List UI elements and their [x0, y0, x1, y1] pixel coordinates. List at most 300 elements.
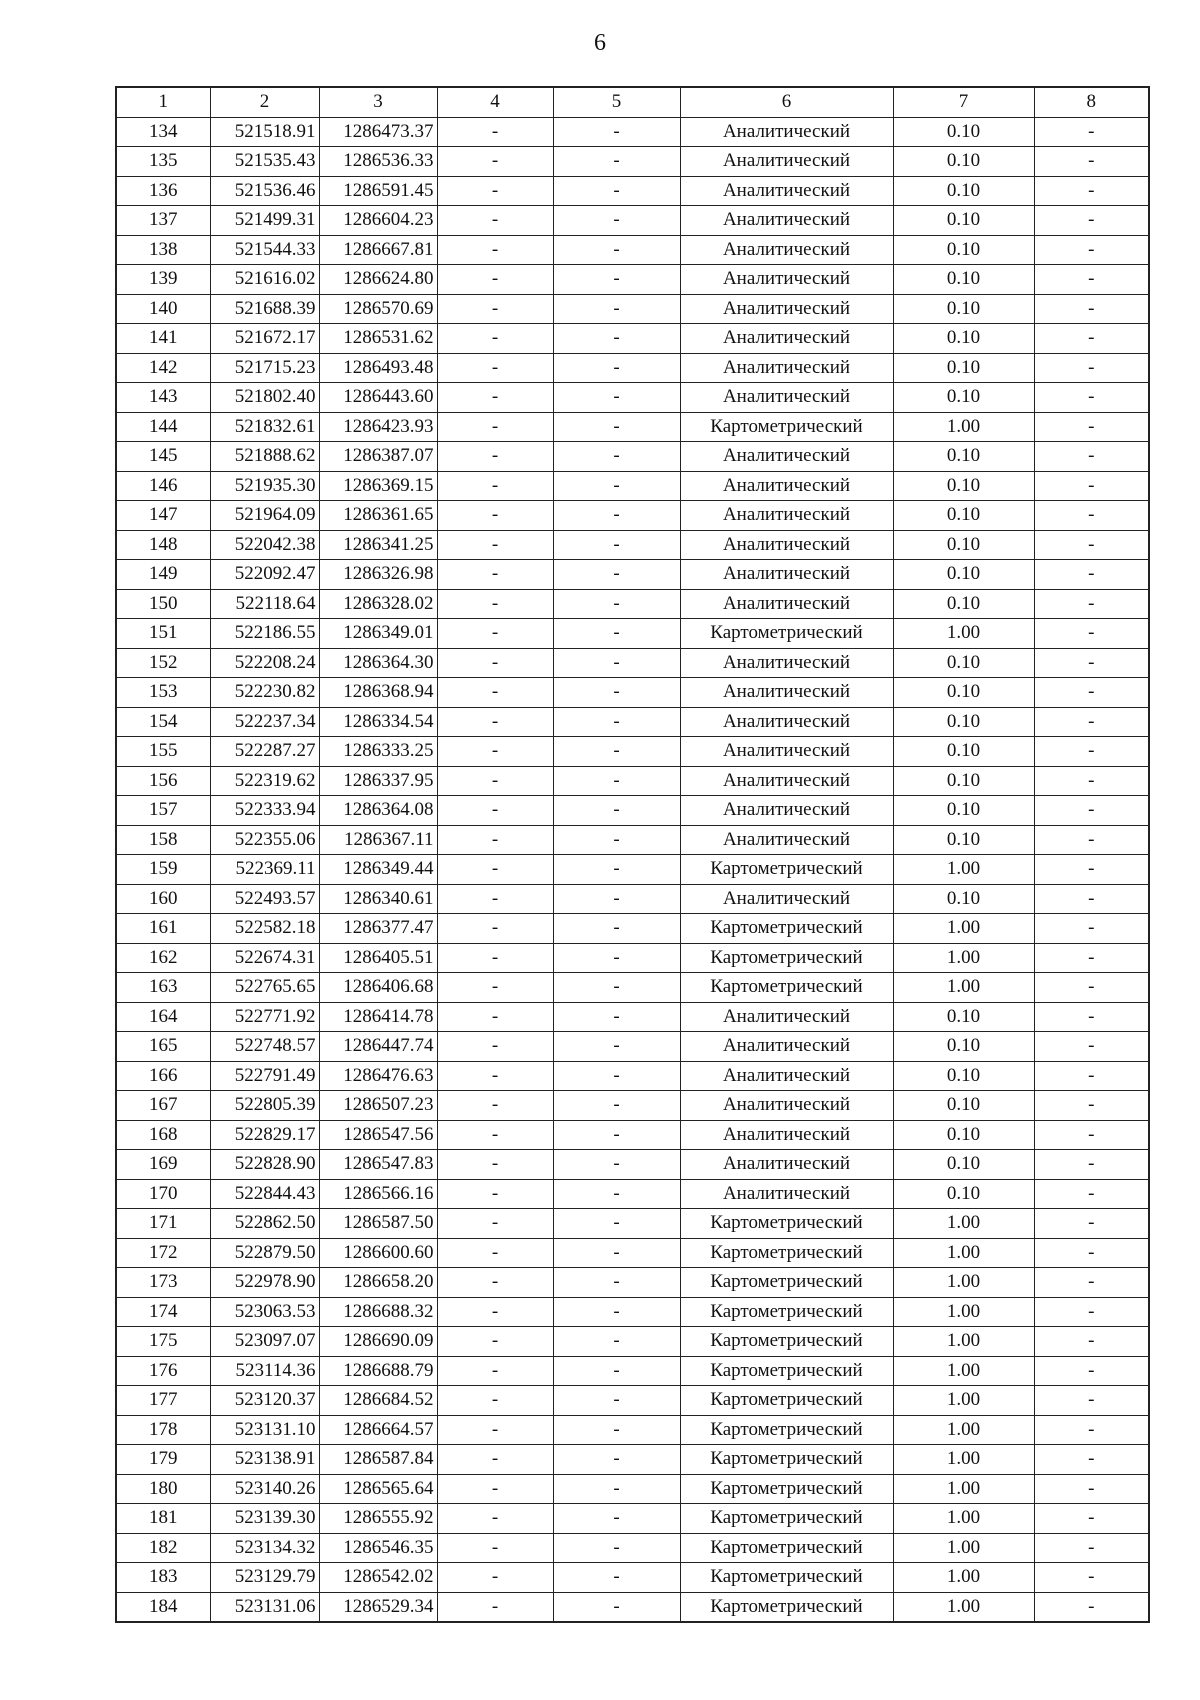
- col8-cell: -: [1034, 1268, 1149, 1298]
- col8-cell: -: [1034, 1120, 1149, 1150]
- x-coordinate-cell: 522333.94: [210, 796, 319, 826]
- accuracy-cell: 1.00: [893, 973, 1034, 1003]
- x-coordinate-cell: 522879.50: [210, 1238, 319, 1268]
- col4-cell: -: [437, 1120, 553, 1150]
- col4-cell: -: [437, 914, 553, 944]
- y-coordinate-cell: 1286328.02: [319, 589, 437, 619]
- y-coordinate-cell: 1286667.81: [319, 235, 437, 265]
- method-cell: Аналитический: [680, 530, 893, 560]
- method-cell: Картометрический: [680, 1474, 893, 1504]
- method-cell: Картометрический: [680, 943, 893, 973]
- accuracy-cell: 0.10: [893, 678, 1034, 708]
- col4-cell: -: [437, 442, 553, 472]
- col5-cell: -: [553, 1386, 680, 1416]
- column-header: 2: [210, 87, 319, 117]
- col5-cell: -: [553, 1474, 680, 1504]
- point-number-cell: 175: [116, 1327, 210, 1357]
- point-number-cell: 183: [116, 1563, 210, 1593]
- point-number-cell: 165: [116, 1032, 210, 1062]
- col8-cell: -: [1034, 884, 1149, 914]
- x-coordinate-cell: 522791.49: [210, 1061, 319, 1091]
- col8-cell: -: [1034, 412, 1149, 442]
- method-cell: Картометрический: [680, 1415, 893, 1445]
- point-number-cell: 154: [116, 707, 210, 737]
- point-number-cell: 168: [116, 1120, 210, 1150]
- accuracy-cell: 0.10: [893, 560, 1034, 590]
- point-number-cell: 136: [116, 176, 210, 206]
- col5-cell: -: [553, 1061, 680, 1091]
- col5-cell: -: [553, 1297, 680, 1327]
- method-cell: Картометрический: [680, 1563, 893, 1593]
- method-cell: Картометрический: [680, 619, 893, 649]
- table-row: [116, 825, 1149, 855]
- accuracy-cell: 0.10: [893, 1002, 1034, 1032]
- x-coordinate-cell: 523134.32: [210, 1533, 319, 1563]
- col5-cell: -: [553, 855, 680, 885]
- method-cell: Картометрический: [680, 1209, 893, 1239]
- x-coordinate-cell: 522230.82: [210, 678, 319, 708]
- col4-cell: -: [437, 1268, 553, 1298]
- y-coordinate-cell: 1286364.30: [319, 648, 437, 678]
- column-header: 7: [893, 87, 1034, 117]
- method-cell: Картометрический: [680, 1592, 893, 1622]
- point-number-cell: 173: [116, 1268, 210, 1298]
- table-row: [116, 648, 1149, 678]
- accuracy-cell: 0.10: [893, 1120, 1034, 1150]
- x-coordinate-cell: 521964.09: [210, 501, 319, 531]
- method-cell: Аналитический: [680, 648, 893, 678]
- method-cell: Аналитический: [680, 383, 893, 413]
- col4-cell: -: [437, 884, 553, 914]
- col5-cell: -: [553, 766, 680, 796]
- col4-cell: -: [437, 973, 553, 1003]
- table-row: [116, 176, 1149, 206]
- y-coordinate-cell: 1286555.92: [319, 1504, 437, 1534]
- col8-cell: -: [1034, 943, 1149, 973]
- y-coordinate-cell: 1286570.69: [319, 294, 437, 324]
- table-row: [116, 501, 1149, 531]
- y-coordinate-cell: 1286624.80: [319, 265, 437, 295]
- x-coordinate-cell: 523138.91: [210, 1445, 319, 1475]
- point-number-cell: 141: [116, 324, 210, 354]
- method-cell: Картометрический: [680, 1533, 893, 1563]
- point-number-cell: 155: [116, 737, 210, 767]
- x-coordinate-cell: 522208.24: [210, 648, 319, 678]
- table-row: [116, 1179, 1149, 1209]
- col8-cell: -: [1034, 1091, 1149, 1121]
- column-header: 8: [1034, 87, 1149, 117]
- point-number-cell: 169: [116, 1150, 210, 1180]
- col5-cell: -: [553, 1032, 680, 1062]
- method-cell: Аналитический: [680, 1091, 893, 1121]
- accuracy-cell: 0.10: [893, 235, 1034, 265]
- accuracy-cell: 1.00: [893, 1563, 1034, 1593]
- method-cell: Аналитический: [680, 1032, 893, 1062]
- col5-cell: -: [553, 206, 680, 236]
- col8-cell: -: [1034, 648, 1149, 678]
- point-number-cell: 139: [116, 265, 210, 295]
- accuracy-cell: 0.10: [893, 1061, 1034, 1091]
- col4-cell: -: [437, 176, 553, 206]
- y-coordinate-cell: 1286542.02: [319, 1563, 437, 1593]
- table-row: [116, 943, 1149, 973]
- table-row: [116, 324, 1149, 354]
- method-cell: Аналитический: [680, 884, 893, 914]
- col5-cell: -: [553, 1533, 680, 1563]
- col8-cell: -: [1034, 914, 1149, 944]
- point-number-cell: 146: [116, 471, 210, 501]
- point-number-cell: 156: [116, 766, 210, 796]
- y-coordinate-cell: 1286368.94: [319, 678, 437, 708]
- col8-cell: -: [1034, 206, 1149, 236]
- col8-cell: -: [1034, 1032, 1149, 1062]
- x-coordinate-cell: 523129.79: [210, 1563, 319, 1593]
- col5-cell: -: [553, 796, 680, 826]
- col8-cell: -: [1034, 324, 1149, 354]
- method-cell: Аналитический: [680, 117, 893, 147]
- table-row: [116, 1002, 1149, 1032]
- y-coordinate-cell: 1286547.83: [319, 1150, 437, 1180]
- x-coordinate-cell: 522092.47: [210, 560, 319, 590]
- method-cell: Аналитический: [680, 1061, 893, 1091]
- y-coordinate-cell: 1286349.01: [319, 619, 437, 649]
- point-number-cell: 149: [116, 560, 210, 590]
- col8-cell: -: [1034, 1179, 1149, 1209]
- table-row: [116, 589, 1149, 619]
- accuracy-cell: 0.10: [893, 648, 1034, 678]
- x-coordinate-cell: 521888.62: [210, 442, 319, 472]
- method-cell: Картометрический: [680, 855, 893, 885]
- y-coordinate-cell: 1286367.11: [319, 825, 437, 855]
- col8-cell: -: [1034, 117, 1149, 147]
- accuracy-cell: 0.10: [893, 1150, 1034, 1180]
- table-row: [116, 1327, 1149, 1357]
- table-row: [116, 1120, 1149, 1150]
- col5-cell: -: [553, 265, 680, 295]
- method-cell: Аналитический: [680, 1179, 893, 1209]
- col4-cell: -: [437, 501, 553, 531]
- accuracy-cell: 1.00: [893, 914, 1034, 944]
- accuracy-cell: 1.00: [893, 619, 1034, 649]
- column-header: 4: [437, 87, 553, 117]
- y-coordinate-cell: 1286369.15: [319, 471, 437, 501]
- col4-cell: -: [437, 1002, 553, 1032]
- y-coordinate-cell: 1286349.44: [319, 855, 437, 885]
- col5-cell: -: [553, 884, 680, 914]
- x-coordinate-cell: 521688.39: [210, 294, 319, 324]
- accuracy-cell: 1.00: [893, 1327, 1034, 1357]
- x-coordinate-cell: 523131.10: [210, 1415, 319, 1445]
- table-row: [116, 1150, 1149, 1180]
- col4-cell: -: [437, 530, 553, 560]
- col4-cell: -: [437, 1297, 553, 1327]
- column-header: 6: [680, 87, 893, 117]
- accuracy-cell: 1.00: [893, 855, 1034, 885]
- y-coordinate-cell: 1286447.74: [319, 1032, 437, 1062]
- y-coordinate-cell: 1286587.84: [319, 1445, 437, 1475]
- table-row: [116, 265, 1149, 295]
- accuracy-cell: 0.10: [893, 1179, 1034, 1209]
- x-coordinate-cell: 522493.57: [210, 884, 319, 914]
- table-body: [116, 117, 1149, 1622]
- method-cell: Аналитический: [680, 589, 893, 619]
- table-row: [116, 412, 1149, 442]
- method-cell: Картометрический: [680, 412, 893, 442]
- col5-cell: -: [553, 1268, 680, 1298]
- x-coordinate-cell: 522828.90: [210, 1150, 319, 1180]
- col4-cell: -: [437, 235, 553, 265]
- col4-cell: -: [437, 1445, 553, 1475]
- x-coordinate-cell: 521802.40: [210, 383, 319, 413]
- point-number-cell: 135: [116, 147, 210, 177]
- x-coordinate-cell: 521535.43: [210, 147, 319, 177]
- col8-cell: -: [1034, 678, 1149, 708]
- y-coordinate-cell: 1286664.57: [319, 1415, 437, 1445]
- point-number-cell: 167: [116, 1091, 210, 1121]
- column-header: 1: [116, 87, 210, 117]
- x-coordinate-cell: 523114.36: [210, 1356, 319, 1386]
- accuracy-cell: 1.00: [893, 412, 1034, 442]
- accuracy-cell: 1.00: [893, 1415, 1034, 1445]
- x-coordinate-cell: 521832.61: [210, 412, 319, 442]
- method-cell: Аналитический: [680, 1120, 893, 1150]
- x-coordinate-cell: 521616.02: [210, 265, 319, 295]
- method-cell: Аналитический: [680, 206, 893, 236]
- table-row: [116, 383, 1149, 413]
- col5-cell: -: [553, 560, 680, 590]
- y-coordinate-cell: 1286658.20: [319, 1268, 437, 1298]
- col5-cell: -: [553, 294, 680, 324]
- accuracy-cell: 1.00: [893, 943, 1034, 973]
- x-coordinate-cell: 522748.57: [210, 1032, 319, 1062]
- x-coordinate-cell: 523131.06: [210, 1592, 319, 1622]
- col4-cell: -: [437, 1356, 553, 1386]
- col8-cell: -: [1034, 1504, 1149, 1534]
- point-number-cell: 166: [116, 1061, 210, 1091]
- point-number-cell: 176: [116, 1356, 210, 1386]
- col5-cell: -: [553, 1209, 680, 1239]
- col5-cell: -: [553, 442, 680, 472]
- point-number-cell: 163: [116, 973, 210, 1003]
- col4-cell: -: [437, 825, 553, 855]
- col5-cell: -: [553, 147, 680, 177]
- accuracy-cell: 0.10: [893, 176, 1034, 206]
- x-coordinate-cell: 523120.37: [210, 1386, 319, 1416]
- y-coordinate-cell: 1286684.52: [319, 1386, 437, 1416]
- accuracy-cell: 1.00: [893, 1533, 1034, 1563]
- method-cell: Аналитический: [680, 737, 893, 767]
- accuracy-cell: 0.10: [893, 501, 1034, 531]
- col4-cell: -: [437, 206, 553, 236]
- col5-cell: -: [553, 1179, 680, 1209]
- col5-cell: -: [553, 324, 680, 354]
- col4-cell: -: [437, 796, 553, 826]
- y-coordinate-cell: 1286337.95: [319, 766, 437, 796]
- col4-cell: -: [437, 1592, 553, 1622]
- x-coordinate-cell: 522862.50: [210, 1209, 319, 1239]
- y-coordinate-cell: 1286361.65: [319, 501, 437, 531]
- col4-cell: -: [437, 560, 553, 590]
- col8-cell: -: [1034, 530, 1149, 560]
- point-number-cell: 143: [116, 383, 210, 413]
- x-coordinate-cell: 522674.31: [210, 943, 319, 973]
- x-coordinate-cell: 521672.17: [210, 324, 319, 354]
- col8-cell: -: [1034, 176, 1149, 206]
- col4-cell: -: [437, 1150, 553, 1180]
- x-coordinate-cell: 522369.11: [210, 855, 319, 885]
- y-coordinate-cell: 1286587.50: [319, 1209, 437, 1239]
- col4-cell: -: [437, 117, 553, 147]
- y-coordinate-cell: 1286536.33: [319, 147, 437, 177]
- x-coordinate-cell: 521518.91: [210, 117, 319, 147]
- y-coordinate-cell: 1286565.64: [319, 1474, 437, 1504]
- col5-cell: -: [553, 1504, 680, 1534]
- method-cell: Аналитический: [680, 501, 893, 531]
- col5-cell: -: [553, 914, 680, 944]
- point-number-cell: 140: [116, 294, 210, 324]
- table-row: [116, 737, 1149, 767]
- method-cell: Аналитический: [680, 176, 893, 206]
- method-cell: Картометрический: [680, 1268, 893, 1298]
- table-row: [116, 1533, 1149, 1563]
- x-coordinate-cell: 522829.17: [210, 1120, 319, 1150]
- x-coordinate-cell: 523140.26: [210, 1474, 319, 1504]
- accuracy-cell: 1.00: [893, 1238, 1034, 1268]
- col8-cell: -: [1034, 1474, 1149, 1504]
- table-row: [116, 766, 1149, 796]
- col5-cell: -: [553, 471, 680, 501]
- point-number-cell: 161: [116, 914, 210, 944]
- y-coordinate-cell: 1286364.08: [319, 796, 437, 826]
- method-cell: Аналитический: [680, 678, 893, 708]
- table-row: [116, 1209, 1149, 1239]
- accuracy-cell: 1.00: [893, 1209, 1034, 1239]
- col5-cell: -: [553, 1327, 680, 1357]
- point-number-cell: 147: [116, 501, 210, 531]
- y-coordinate-cell: 1286547.56: [319, 1120, 437, 1150]
- point-number-cell: 182: [116, 1533, 210, 1563]
- col5-cell: -: [553, 353, 680, 383]
- table-header-row: [116, 87, 1149, 117]
- col8-cell: -: [1034, 383, 1149, 413]
- accuracy-cell: 0.10: [893, 1091, 1034, 1121]
- x-coordinate-cell: 522355.06: [210, 825, 319, 855]
- x-coordinate-cell: 522805.39: [210, 1091, 319, 1121]
- point-number-cell: 137: [116, 206, 210, 236]
- col4-cell: -: [437, 1533, 553, 1563]
- accuracy-cell: 0.10: [893, 265, 1034, 295]
- col4-cell: -: [437, 353, 553, 383]
- point-number-cell: 152: [116, 648, 210, 678]
- col4-cell: -: [437, 1179, 553, 1209]
- col4-cell: -: [437, 383, 553, 413]
- table-row: [116, 1091, 1149, 1121]
- col8-cell: -: [1034, 1061, 1149, 1091]
- col5-cell: -: [553, 1415, 680, 1445]
- point-number-cell: 172: [116, 1238, 210, 1268]
- y-coordinate-cell: 1286476.63: [319, 1061, 437, 1091]
- point-number-cell: 179: [116, 1445, 210, 1475]
- accuracy-cell: 0.10: [893, 353, 1034, 383]
- col8-cell: -: [1034, 1209, 1149, 1239]
- method-cell: Картометрический: [680, 1356, 893, 1386]
- col5-cell: -: [553, 412, 680, 442]
- method-cell: Картометрический: [680, 973, 893, 1003]
- y-coordinate-cell: 1286423.93: [319, 412, 437, 442]
- y-coordinate-cell: 1286406.68: [319, 973, 437, 1003]
- accuracy-cell: 0.10: [893, 117, 1034, 147]
- col8-cell: -: [1034, 1415, 1149, 1445]
- col8-cell: -: [1034, 501, 1149, 531]
- y-coordinate-cell: 1286507.23: [319, 1091, 437, 1121]
- method-cell: Аналитический: [680, 353, 893, 383]
- table-row: [116, 235, 1149, 265]
- col8-cell: -: [1034, 1386, 1149, 1416]
- point-number-cell: 145: [116, 442, 210, 472]
- col5-cell: -: [553, 1563, 680, 1593]
- x-coordinate-cell: 522319.62: [210, 766, 319, 796]
- col4-cell: -: [437, 412, 553, 442]
- accuracy-cell: 0.10: [893, 589, 1034, 619]
- col4-cell: -: [437, 1474, 553, 1504]
- method-cell: Аналитический: [680, 471, 893, 501]
- col4-cell: -: [437, 1091, 553, 1121]
- method-cell: Аналитический: [680, 442, 893, 472]
- col5-cell: -: [553, 648, 680, 678]
- accuracy-cell: 0.10: [893, 471, 1034, 501]
- x-coordinate-cell: 522287.27: [210, 737, 319, 767]
- col5-cell: -: [553, 707, 680, 737]
- accuracy-cell: 0.10: [893, 737, 1034, 767]
- x-coordinate-cell: 521499.31: [210, 206, 319, 236]
- col8-cell: -: [1034, 1150, 1149, 1180]
- col4-cell: -: [437, 265, 553, 295]
- accuracy-cell: 1.00: [893, 1268, 1034, 1298]
- table-row: [116, 1504, 1149, 1534]
- x-coordinate-cell: 522771.92: [210, 1002, 319, 1032]
- y-coordinate-cell: 1286473.37: [319, 117, 437, 147]
- accuracy-cell: 1.00: [893, 1356, 1034, 1386]
- point-number-cell: 148: [116, 530, 210, 560]
- accuracy-cell: 0.10: [893, 766, 1034, 796]
- table-row: [116, 1474, 1149, 1504]
- method-cell: Картометрический: [680, 1445, 893, 1475]
- y-coordinate-cell: 1286690.09: [319, 1327, 437, 1357]
- x-coordinate-cell: 523063.53: [210, 1297, 319, 1327]
- method-cell: Аналитический: [680, 707, 893, 737]
- col8-cell: -: [1034, 1327, 1149, 1357]
- y-coordinate-cell: 1286334.54: [319, 707, 437, 737]
- point-number-cell: 138: [116, 235, 210, 265]
- method-cell: Аналитический: [680, 265, 893, 295]
- method-cell: Аналитический: [680, 796, 893, 826]
- column-header: 5: [553, 87, 680, 117]
- method-cell: Аналитический: [680, 825, 893, 855]
- col8-cell: -: [1034, 1238, 1149, 1268]
- coordinates-table: [115, 86, 1150, 1623]
- x-coordinate-cell: 523139.30: [210, 1504, 319, 1534]
- x-coordinate-cell: 521935.30: [210, 471, 319, 501]
- x-coordinate-cell: 521536.46: [210, 176, 319, 206]
- x-coordinate-cell: 522765.65: [210, 973, 319, 1003]
- table-row: [116, 914, 1149, 944]
- accuracy-cell: 1.00: [893, 1504, 1034, 1534]
- x-coordinate-cell: 522118.64: [210, 589, 319, 619]
- accuracy-cell: 0.10: [893, 796, 1034, 826]
- method-cell: Картометрический: [680, 1504, 893, 1534]
- col4-cell: -: [437, 678, 553, 708]
- col5-cell: -: [553, 1120, 680, 1150]
